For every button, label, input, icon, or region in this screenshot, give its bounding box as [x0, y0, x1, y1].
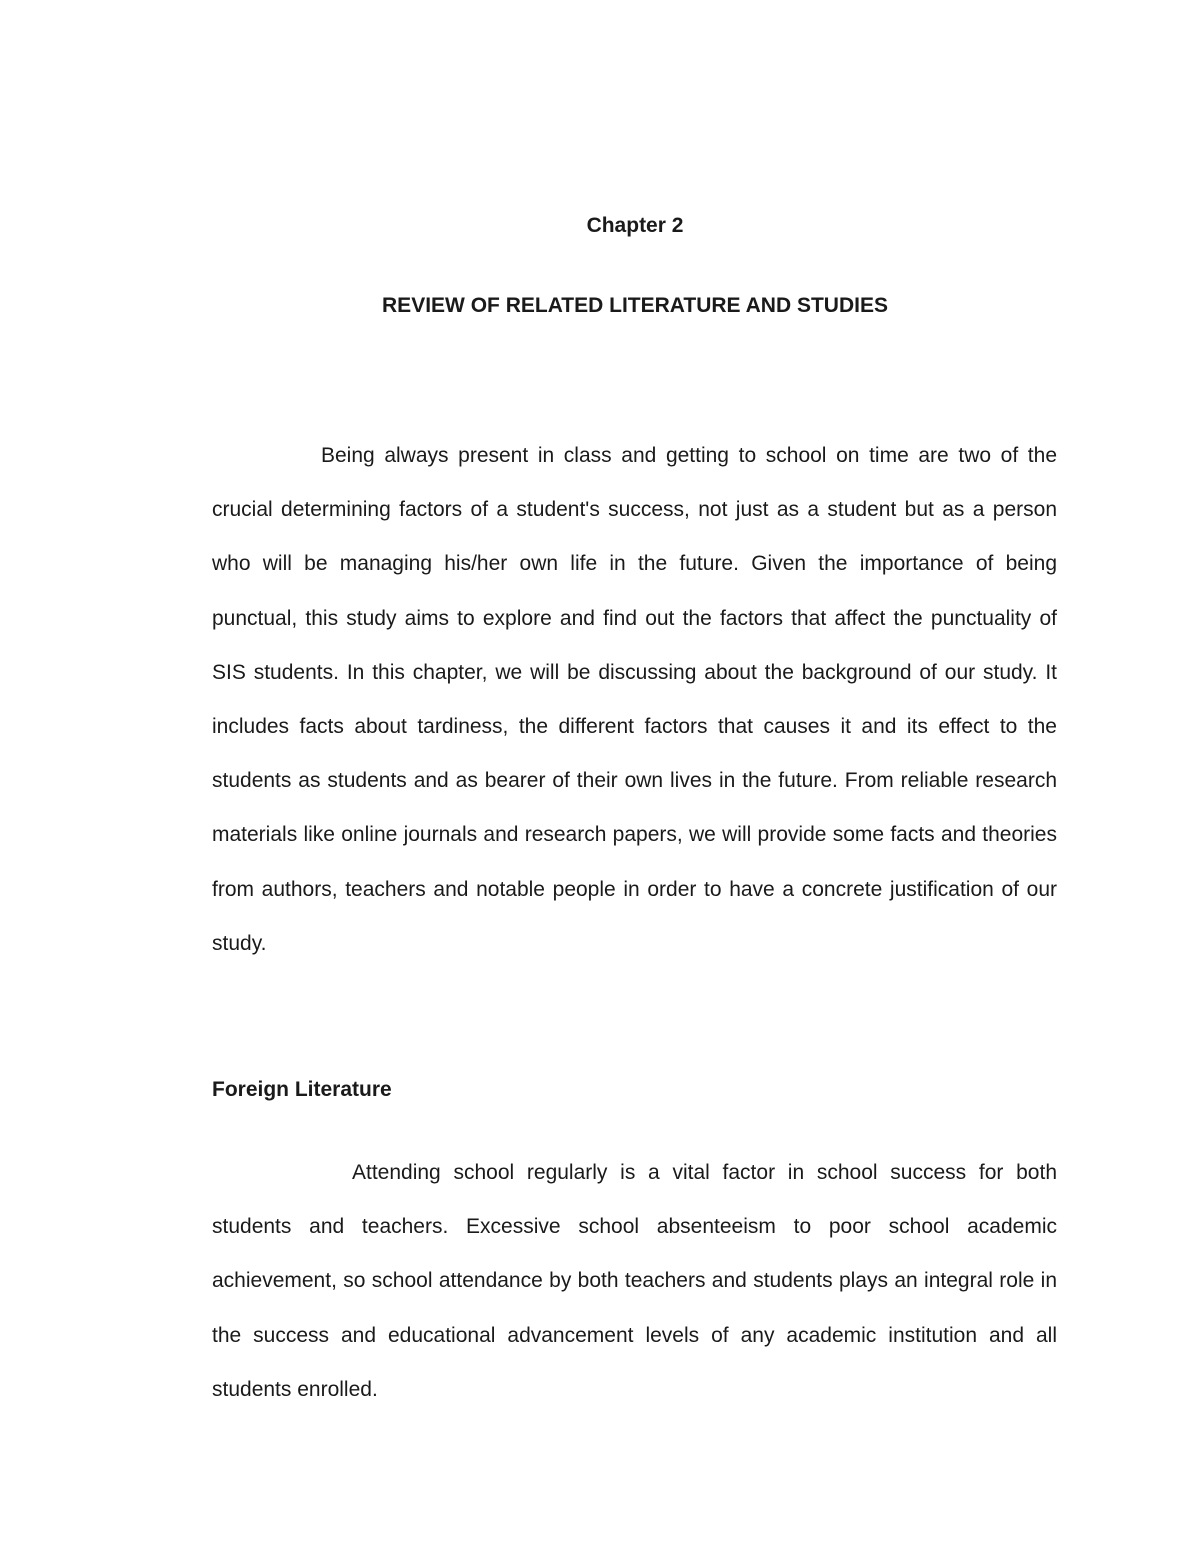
foreign-literature-paragraph: Attending school regularly is a vital factor in school success for both students and teachers. Excessive school absenteeism to poor school academic achievement, so school attendance by both teachers and students plays an integral role in the success and educational advancement levels of any academic institution and all students enrolled. [212, 1161, 1057, 1401]
chapter-label: Chapter 2 [586, 214, 684, 237]
foreign-literature-heading: Foreign Literature [212, 1078, 392, 1101]
chapter-title: REVIEW OF RELATED LITERATURE AND STUDIES [382, 294, 888, 317]
intro-paragraph: Being always present in class and getting to school on time are two of the crucial determining factors of a student's success, not just as a student but as a person who will be managing his/her own life in the future. Given the importance of being punctual, this study aims to explore and find out the factors that affect the punctuality of SIS students. In this chapter, we will be discussing about the background of our study. It includes facts about tardiness, the different factors that causes it and its effect to the students as students and as bearer of their own lives in the future. From reliable research materials like online journals and research papers, we will provide some facts and theories from authors, teachers and notable people in order to have a concrete justification of our study. [212, 444, 1057, 955]
